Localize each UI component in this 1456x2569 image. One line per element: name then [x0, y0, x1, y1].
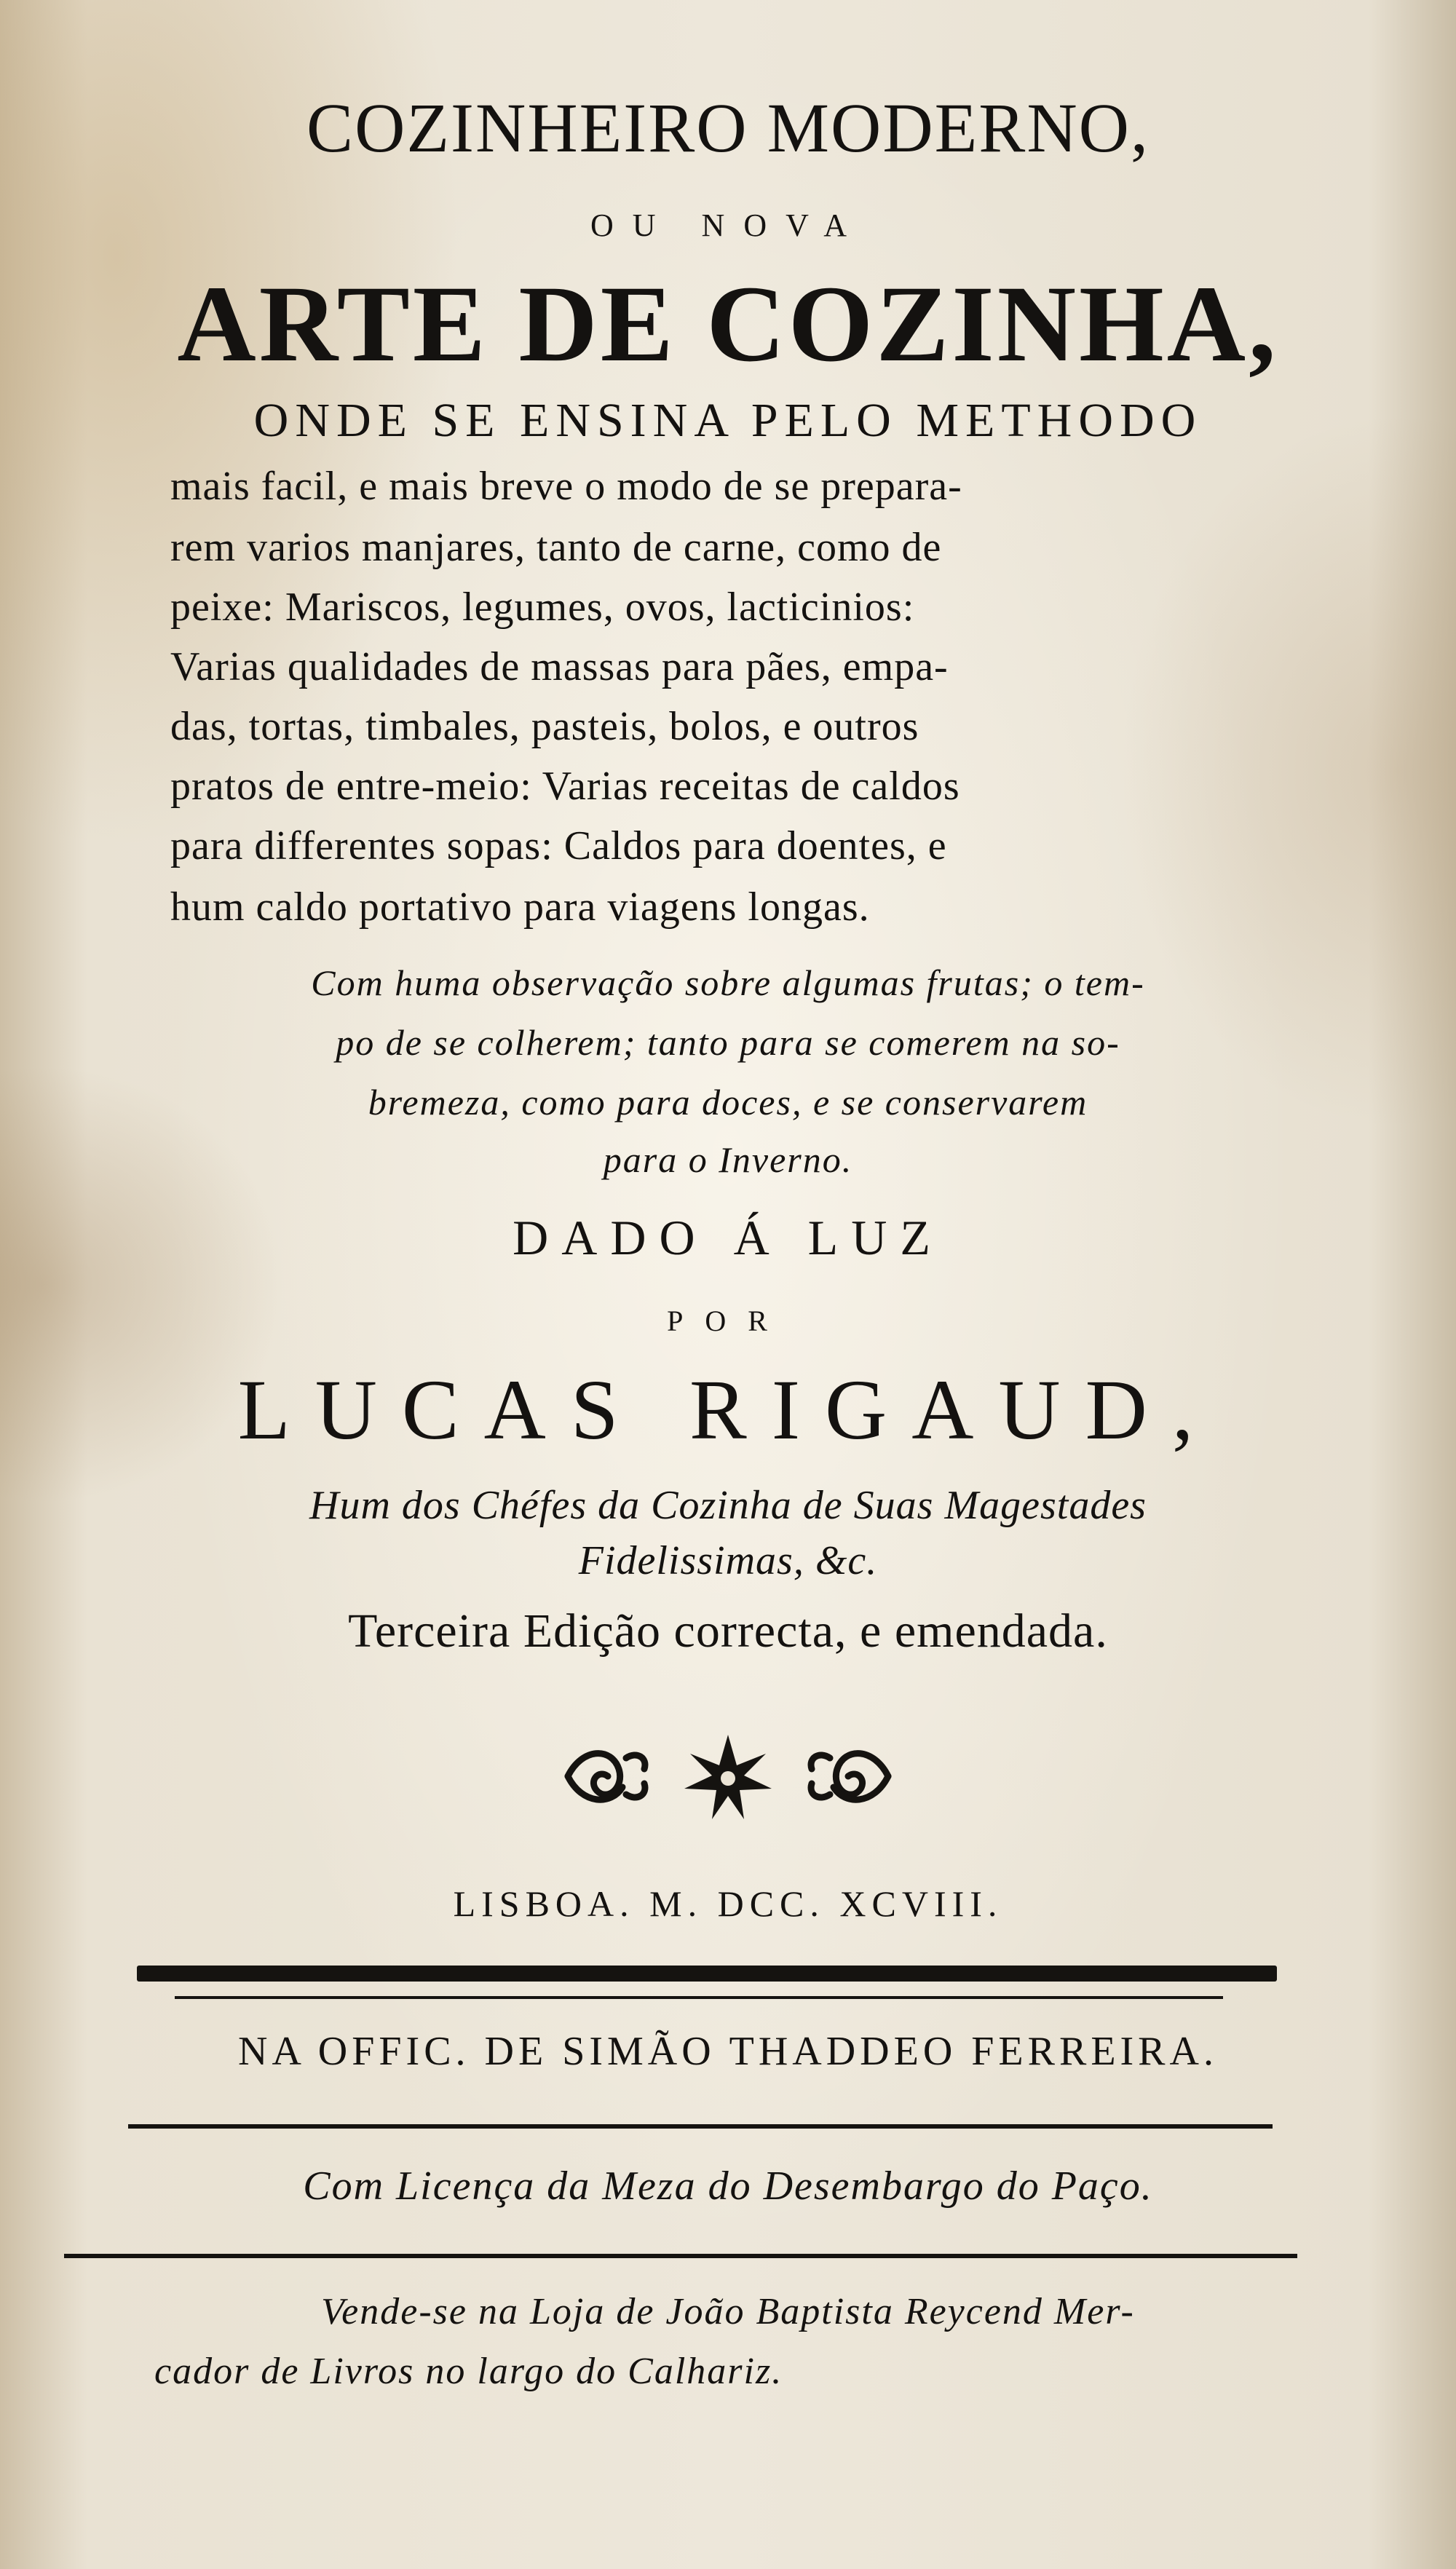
por-label: POR	[667, 1305, 789, 1337]
imprint-place-date: LISBOA. M. DCC. XCVIII.	[453, 1883, 1003, 1924]
description-line-9: hum caldo portativo para viagens longas.	[170, 884, 870, 930]
title-line-1: COZINHEIRO MODERNO,	[306, 89, 1150, 167]
seller-line-1: Vende-se na Loja de João Baptista Reycend Mer-	[321, 2291, 1135, 2332]
thin-rule-3	[64, 2254, 1297, 2258]
description-line-4: peixe: Mariscos, legumes, ovos, lacticinios:	[170, 585, 915, 630]
description-line-3: rem varios manjares, tanto de carne, como de	[170, 525, 942, 570]
author-title-line-2: Fidelissimas, &c.	[578, 1538, 878, 1583]
dado-a-luz: DADO Á LUZ	[513, 1210, 943, 1265]
seller-line-2: cador de Livros no largo do Calhariz.	[154, 2351, 783, 2392]
title-line-2: OU NOVA	[590, 207, 866, 243]
printer-line: NA OFFIC. DE SIMÃO THADDEO FERREIRA.	[238, 2029, 1218, 2074]
description-line-6: das, tortas, timbales, pasteis, bolos, e outros	[170, 704, 919, 749]
description-line-1: ONDE SE ENSINA PELO METHODO	[253, 394, 1203, 447]
author-name: LUCAS RIGAUD,	[237, 1362, 1219, 1457]
license-line: Com Licença da Meza do Desembargo do Paço.	[303, 2164, 1153, 2209]
description-line-7: pratos de entre-meio: Varias receitas de caldos	[170, 764, 960, 809]
thin-rule-1	[175, 1996, 1223, 1999]
observation-line-2: po de se colherem; tanto para se comerem na so-	[336, 1022, 1120, 1063]
fleuron-ornament	[553, 1729, 903, 1824]
thick-rule	[137, 1966, 1277, 1982]
thin-rule-2	[128, 2124, 1273, 2129]
description-line-8: para differentes sopas: Caldos para doentes, e	[170, 823, 947, 868]
description-line-5: Varias qualidades de massas para pães, empa-	[170, 644, 949, 689]
description-line-2: mais facil, e mais breve o modo de se prepara-	[170, 464, 962, 509]
main-title: ARTE DE COZINHA,	[177, 264, 1279, 384]
observation-line-3: bremeza, como para doces, e se conservarem	[368, 1082, 1088, 1123]
edition-statement: Terceira Edição correcta, e emendada.	[348, 1604, 1108, 1658]
author-title-line-1: Hum dos Chéfes da Cozinha de Suas Magestades	[309, 1483, 1147, 1528]
observation-line-1: Com huma observação sobre algumas frutas; o tem-	[311, 962, 1145, 1003]
observation-line-4: para o Inverno.	[603, 1139, 853, 1180]
